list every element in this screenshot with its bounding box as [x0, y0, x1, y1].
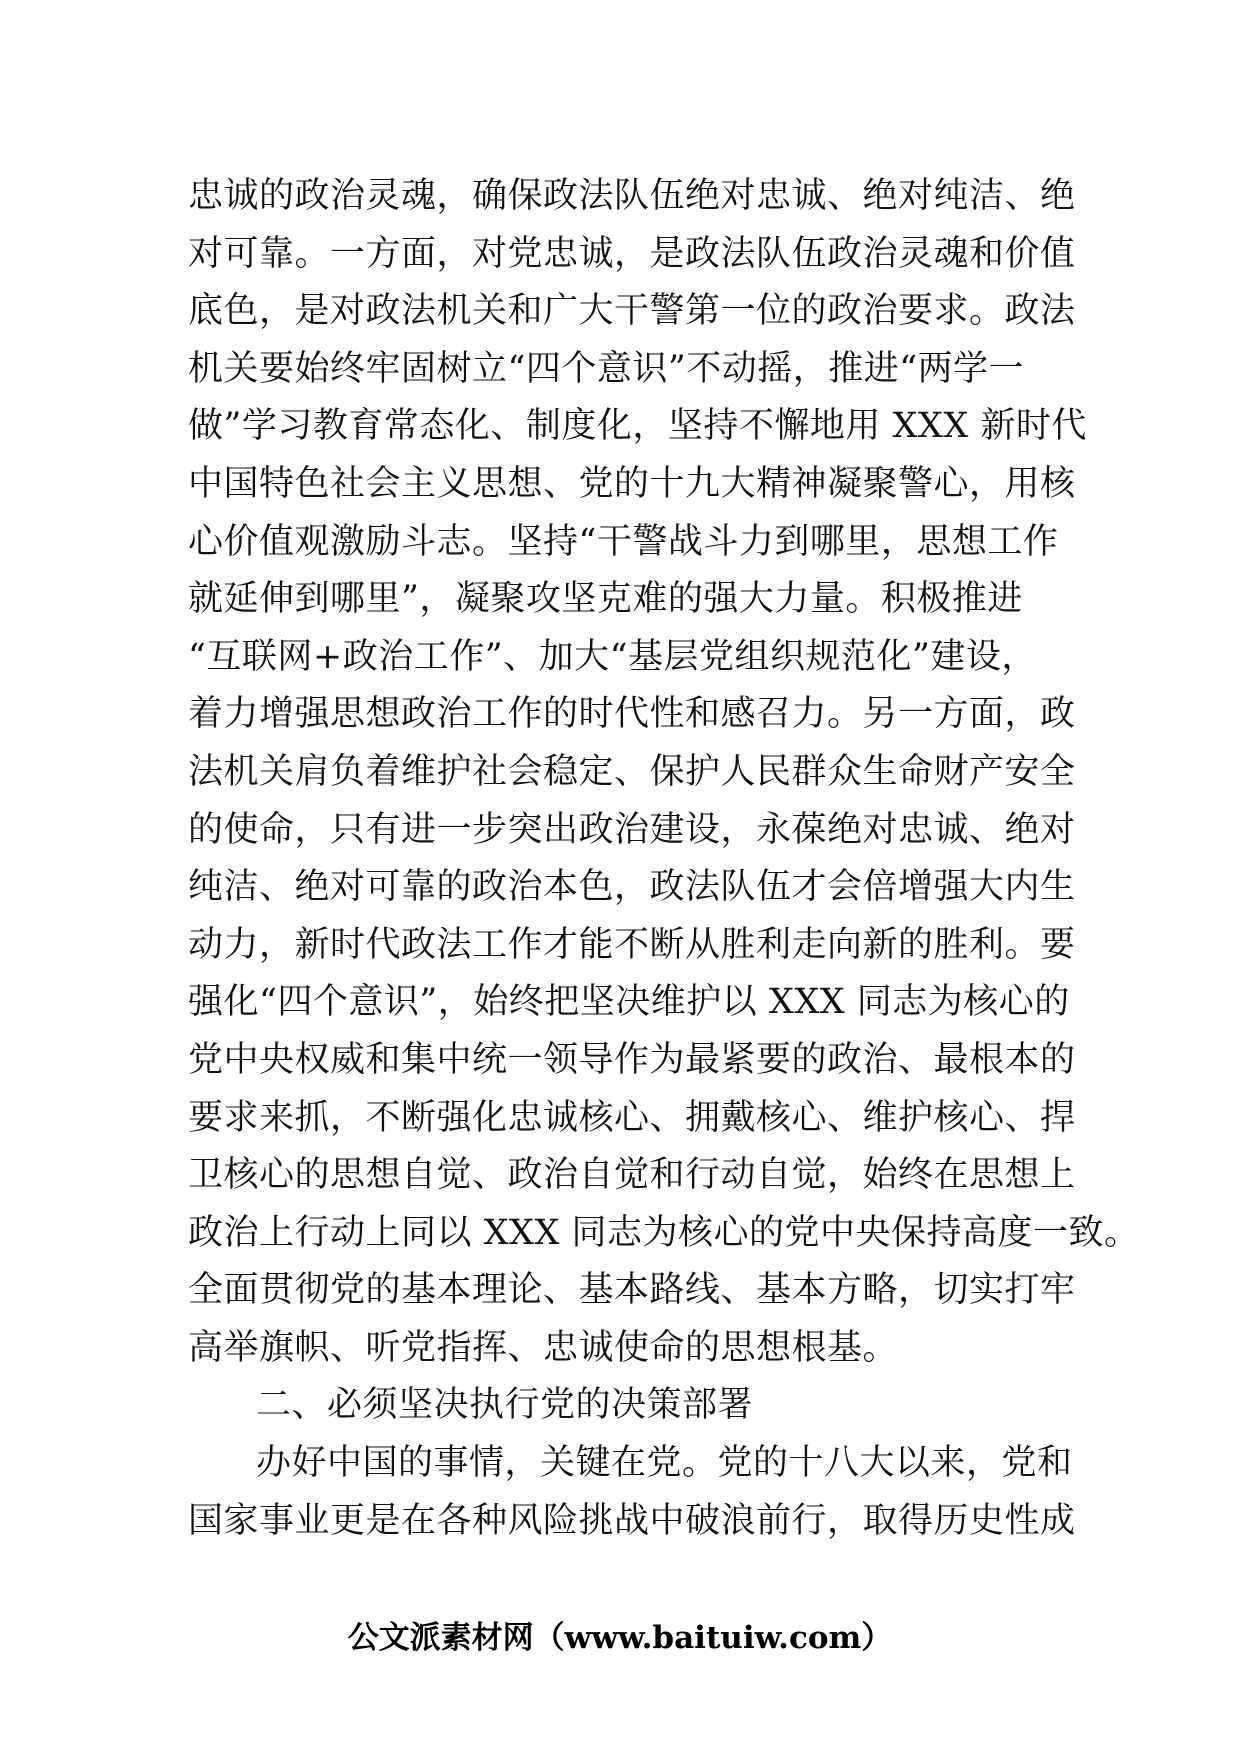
text-line: 纯洁、绝对可靠的政治本色，政法队伍才会倍增强大内生 [188, 867, 1076, 908]
text-line: 要求来抓，不断强化忠诚核心、拥戴核心、维护核心、捍 [188, 1097, 1076, 1138]
footer-watermark: 公文派素材网（www.baituiw.com） [347, 1620, 893, 1656]
text-line: 高举旗帜、听党指挥、忠诚使命的思想根基。 [188, 1327, 899, 1368]
text-line: 卫核心的思想自觉、政治自觉和行动自觉，始终在思想上 [188, 1155, 1076, 1196]
text-line: 党中央权威和集中统一领导作为最紧要的政治、最根本的 [188, 1039, 1076, 1080]
text-line: 国家事业更是在各种风险挑战中破浪前行，取得历史性成 [188, 1500, 1076, 1541]
text-line: 动力，新时代政法工作才能不断从胜利走向新的胜利。要 [188, 924, 1076, 965]
text-line: 底色，是对政法机关和广大干警第一位的政治要求。政法 [188, 291, 1076, 332]
text-line: 就延伸到哪里”，凝聚攻坚克难的强大力量。积极推进 [188, 579, 1023, 620]
text-line: 强化“四个意识”，始终把坚决维护以 XXX 同志为核心的 [188, 982, 1070, 1023]
text-line: 做”学习教育常态化、制度化，坚持不懈地用 XXX 新时代 [188, 406, 1087, 447]
text-line: 中国特色社会主义思想、党的十九大精神凝聚警心，用核 [188, 463, 1076, 504]
text-line: “互联网+政治工作”、加大“基层党组织规范化”建设， [188, 636, 1037, 677]
text-line: 法机关肩负着维护社会稳定、保护人民群众生命财产安全 [188, 751, 1076, 792]
text-line: 的使命，只有进一步突出政治建设，永葆绝对忠诚、绝对 [188, 809, 1076, 850]
text-line: 心价值观激励斗志。坚持“干警战斗力到哪里，思想工作 [188, 521, 1059, 562]
text-line: 办好中国的事情，关键在党。党的十八大以来，党和 [256, 1443, 1073, 1484]
text-line: 忠诚的政治灵魂，确保政法队伍绝对忠诚、绝对纯洁、绝 [188, 176, 1076, 216]
text-line: 着力增强思想政治工作的时代性和感召力。另一方面，政 [188, 694, 1076, 735]
section-heading: 二、必须坚决执行党的决策部署 [256, 1385, 754, 1426]
text-line: 机关要始终牢固树立“四个意识”不动摇，推进“两学一 [188, 348, 1025, 389]
text-line: 政治上行动上同以 XXX 同志为核心的党中央保持高度一致。 [188, 1212, 1140, 1253]
text-line: 全面贯彻党的基本理论、基本路线、基本方略，切实打牢 [188, 1270, 1076, 1311]
document-body [188, 168, 1140, 1550]
text-line: 对可靠。一方面，对党忠诚，是政法队伍政治灵魂和价值 [188, 233, 1076, 274]
